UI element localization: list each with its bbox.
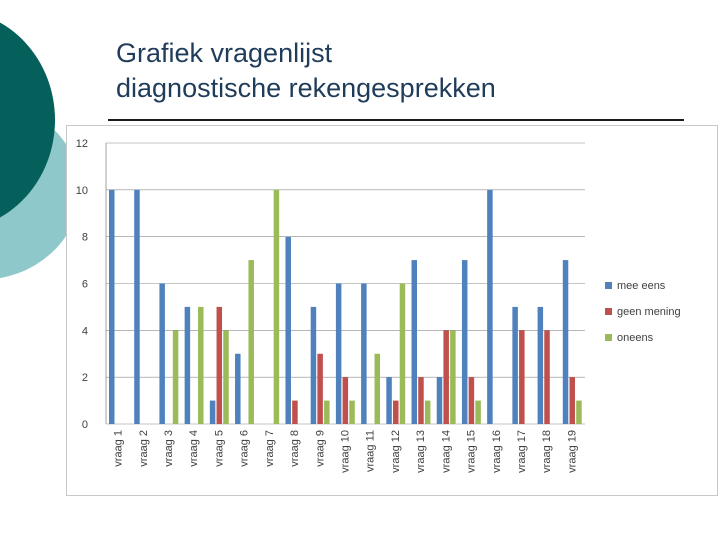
y-tick-label: 2: [81, 372, 88, 385]
bar-oneens-4: [198, 307, 204, 424]
bar-mee-eens-4: [185, 307, 191, 424]
title-line-1: Grafiek vragenlijst: [116, 38, 333, 68]
x-tick-label: vraag 5: [213, 430, 226, 467]
bar-oneens-19: [576, 401, 582, 424]
x-tick-label: vraag 1: [112, 430, 125, 467]
bar-chart: [67, 126, 719, 497]
bar-mee-eens-11: [361, 284, 367, 425]
x-tick-label: vraag 15: [465, 430, 478, 473]
bar-mee-eens-19: [563, 260, 569, 424]
chart-container: [66, 125, 718, 496]
bar-oneens-13: [425, 401, 431, 424]
x-tick-label: vraag 14: [440, 430, 453, 473]
bar-oneens-9: [324, 401, 330, 424]
title-line-2: diagnostische rekengesprekken: [116, 73, 496, 103]
x-tick-label: vraag 17: [515, 430, 528, 473]
bar-geen-mening-18: [544, 330, 550, 424]
bar-mee-eens-12: [386, 377, 392, 424]
bar-mee-eens-17: [512, 307, 518, 424]
bar-mee-eens-16: [487, 190, 493, 424]
bar-geen-mening-13: [418, 377, 424, 424]
x-tick-label: vraag 4: [188, 430, 201, 467]
bar-mee-eens-10: [336, 284, 342, 425]
bar-geen-mening-12: [393, 401, 399, 424]
legend-label-2: geen mening: [617, 306, 681, 318]
legend-swatch-2: [605, 308, 612, 315]
bar-oneens-6: [248, 260, 254, 424]
bar-mee-eens-5: [210, 401, 216, 424]
bar-mee-eens-6: [235, 354, 241, 424]
bar-oneens-3: [173, 330, 179, 424]
y-tick-label: 0: [81, 419, 88, 431]
x-tick-label: vraag 19: [566, 430, 579, 473]
x-tick-label: vraag 6: [238, 430, 251, 467]
title-divider: [108, 119, 684, 121]
bar-mee-eens-18: [538, 307, 544, 424]
legend-swatch-1: [605, 282, 612, 289]
bar-oneens-14: [450, 330, 456, 424]
bar-oneens-7: [274, 190, 280, 424]
bar-mee-eens-2: [134, 190, 140, 424]
bar-mee-eens-9: [311, 307, 317, 424]
bar-geen-mening-17: [519, 330, 525, 424]
x-tick-label: vraag 3: [163, 430, 176, 467]
x-tick-label: vraag 11: [364, 430, 377, 472]
bar-mee-eens-1: [109, 190, 115, 424]
bar-geen-mening-5: [217, 307, 223, 424]
bar-oneens-11: [375, 354, 381, 424]
bar-geen-mening-9: [317, 354, 323, 424]
bar-geen-mening-19: [569, 377, 575, 424]
x-tick-label: vraag 13: [415, 430, 428, 473]
x-tick-label: vraag 9: [314, 430, 327, 467]
bar-geen-mening-8: [292, 401, 298, 424]
bar-oneens-5: [223, 330, 229, 424]
x-tick-label: vraag 8: [289, 430, 302, 467]
bar-oneens-10: [349, 401, 355, 424]
slide-title: [116, 36, 496, 106]
y-tick-label: 4: [81, 325, 88, 338]
bar-geen-mening-15: [469, 377, 475, 424]
bar-oneens-15: [475, 401, 481, 424]
legend-swatch-3: [605, 334, 612, 341]
legend-label-3: oneens: [617, 332, 654, 344]
bar-mee-eens-15: [462, 260, 468, 424]
x-tick-label: vraag 7: [263, 430, 276, 467]
y-tick-label: 8: [81, 231, 88, 244]
bar-mee-eens-13: [412, 260, 418, 424]
y-tick-label: 10: [75, 184, 88, 197]
x-tick-label: vraag 12: [389, 430, 402, 473]
y-tick-label: 12: [75, 138, 88, 150]
bar-oneens-12: [400, 284, 406, 425]
bar-mee-eens-14: [437, 377, 443, 424]
legend-label-1: mee eens: [617, 280, 666, 292]
x-tick-label: vraag 10: [339, 430, 352, 473]
x-tick-label: vraag 2: [137, 430, 150, 467]
x-tick-label: vraag 16: [490, 430, 503, 473]
bar-mee-eens-3: [159, 284, 165, 425]
x-tick-label: vraag 18: [541, 430, 554, 473]
bar-geen-mening-14: [443, 330, 449, 424]
bar-mee-eens-8: [285, 237, 291, 424]
bar-geen-mening-10: [343, 377, 349, 424]
y-tick-label: 6: [81, 278, 88, 291]
